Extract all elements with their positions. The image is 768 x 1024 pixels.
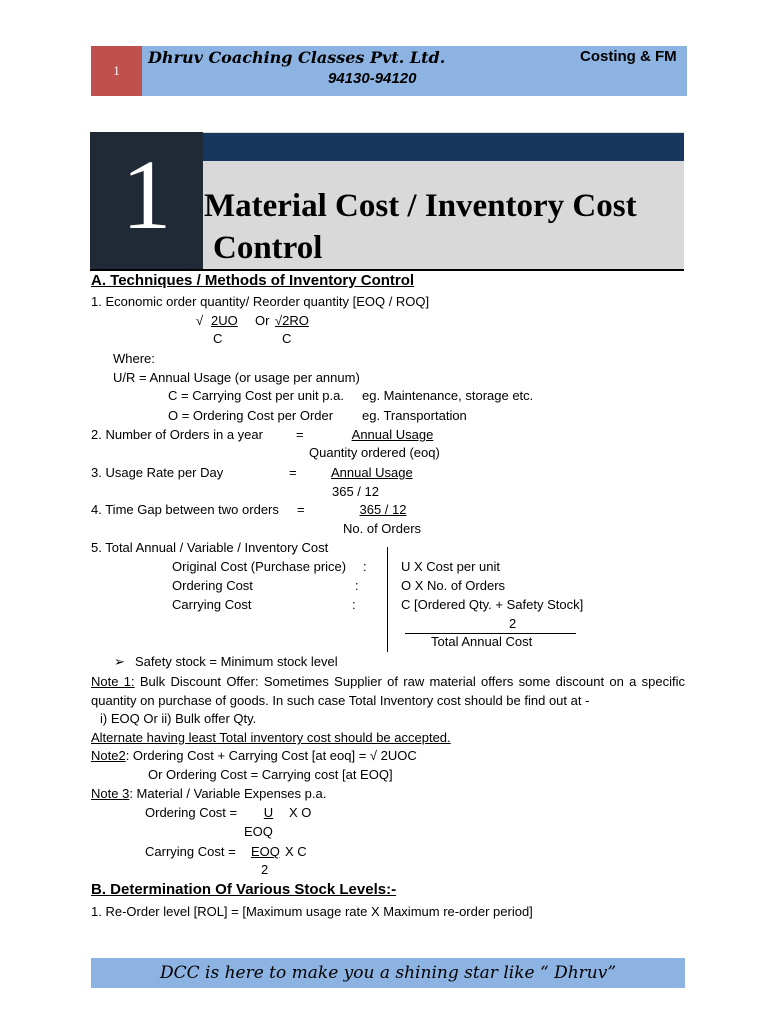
item-time-gap-label: 4. Time Gap between two orders (91, 502, 279, 517)
note-1-text: Bulk Discount Offer: Sometimes Supplier of raw material offers some discount on a specific quantity on purchase of goods. In such case Total Inventory cost should be find out at - (91, 674, 685, 708)
note-3 (91, 786, 326, 802)
note-2-label: Note2 (91, 748, 126, 763)
definition-c: C = Carrying Cost per unit p.a. (168, 388, 344, 403)
ordering-cost-denominator: EOQ (244, 824, 273, 839)
note-1-label: Note 1: (91, 674, 135, 689)
ordering-cost-formula-label: Ordering Cost = (145, 805, 238, 820)
where-label: Where: (113, 351, 155, 366)
carrying-cost-divisor: 2 (261, 862, 269, 877)
item-orders-equals: = (296, 427, 304, 442)
eoq-or: Or (255, 313, 270, 328)
ro-denominator: C (282, 331, 292, 346)
cost-row-label: Ordering Cost (172, 578, 253, 593)
cost-row-label: Carrying Cost (172, 597, 252, 612)
definition-u: U/R = Annual Usage (or usage per annum) (113, 370, 360, 385)
definition-o-example: eg. Transportation (362, 408, 467, 423)
carrying-cost-formula-label: Carrying Cost = (145, 844, 236, 859)
definition-o: O = Ordering Cost per Order (168, 408, 334, 423)
item-time-gap-numerator: 365 / 12 (359, 502, 407, 517)
subject-title: Costing & FM (580, 48, 677, 65)
note-2 (91, 748, 417, 764)
note-2-text: : Ordering Cost + Carrying Cost [at eoq] = √ 2UOC (125, 748, 417, 763)
definition-c-example: eg. Maintenance, storage etc. (362, 388, 534, 403)
item-orders-denominator: Quantity ordered (eoq) (309, 445, 440, 460)
cost-row-value: U X Cost per unit (401, 559, 500, 574)
company-name: Dhruv Coaching Classes Pvt. Ltd. (148, 48, 446, 67)
note-1 (91, 672, 685, 710)
safety-stock-bullet: Safety stock = Minimum stock level (135, 654, 338, 669)
eoq-denominator: C (213, 331, 223, 346)
cost-row-colon: : (355, 578, 359, 593)
company-phone: 94130-94120 (328, 70, 417, 87)
item-time-gap-denominator: No. of Orders (343, 521, 422, 536)
cost-row-colon: : (363, 559, 367, 574)
item-orders-numerator: Annual Usage (351, 427, 434, 442)
arrow-bullet-icon: ➢ (114, 654, 125, 669)
section-b-heading: B. Determination Of Various Stock Levels:- (91, 881, 397, 898)
eoq-numerator: 2UO (211, 313, 238, 328)
carrying-cost-denominator: 2 (509, 616, 517, 631)
item-usage-rate-equals: = (289, 465, 297, 480)
chapter-title: Material Cost / Inventory Cost (204, 188, 637, 224)
note-3-label: Note 3 (91, 786, 130, 801)
carrying-cost-numerator: EOQ (251, 844, 280, 859)
item-total-cost-label: 5. Total Annual / Variable / Inventory Cost (91, 540, 329, 555)
cost-row-value: C [Ordered Qty. + Safety Stock] (401, 597, 584, 612)
item-time-gap-equals: = (297, 502, 305, 517)
cost-row-colon: : (352, 597, 356, 612)
cost-row-label: Original Cost (Purchase price) (172, 559, 347, 574)
item-usage-rate-denominator: 365 / 12 (332, 484, 379, 499)
cost-divider-line (387, 547, 388, 652)
chapter-title-continued: Control (213, 230, 323, 266)
note-1-options: i) EOQ Or ii) Bulk offer Qty. (100, 711, 257, 726)
item-eoq: 1. Economic order quantity/ Reorder quantity [EOQ / ROQ] (91, 294, 430, 309)
footer-slogan: DCC is here to make you a shining star like “ Dhruv” (159, 963, 617, 983)
cost-row-value: O X No. of Orders (401, 578, 506, 593)
total-annual-cost-label: Total Annual Cost (431, 634, 533, 649)
chapter-number: 1 (121, 139, 172, 250)
carrying-cost-multiplier: X C (285, 844, 307, 859)
ro-numerator: √2RO (275, 313, 309, 328)
ordering-cost-numerator: U (263, 805, 274, 820)
note-3-text: : Material / Variable Expenses p.a. (129, 786, 327, 801)
item-orders-label: 2. Number of Orders in a year (91, 427, 263, 442)
item-usage-rate-numerator: Annual Usage (331, 465, 413, 480)
chapter-banner-bar (203, 133, 684, 161)
ordering-cost-multiplier: X O (289, 805, 312, 820)
note-1-conclusion: Alternate having least Total inventory cost should be accepted. (91, 730, 451, 745)
note-2-alternative: Or Ordering Cost = Carrying cost [at EOQ] (148, 767, 393, 782)
section-a-heading: A. Techniques / Methods of Inventory Control (91, 272, 415, 289)
item-usage-rate-label: 3. Usage Rate per Day (91, 465, 224, 480)
page-number: 1 (91, 46, 142, 96)
eoq-sqrt-symbol: √ (196, 313, 204, 328)
reorder-level-formula: 1. Re-Order level [ROL] = [Maximum usage rate X Maximum re-order period] (91, 904, 533, 919)
